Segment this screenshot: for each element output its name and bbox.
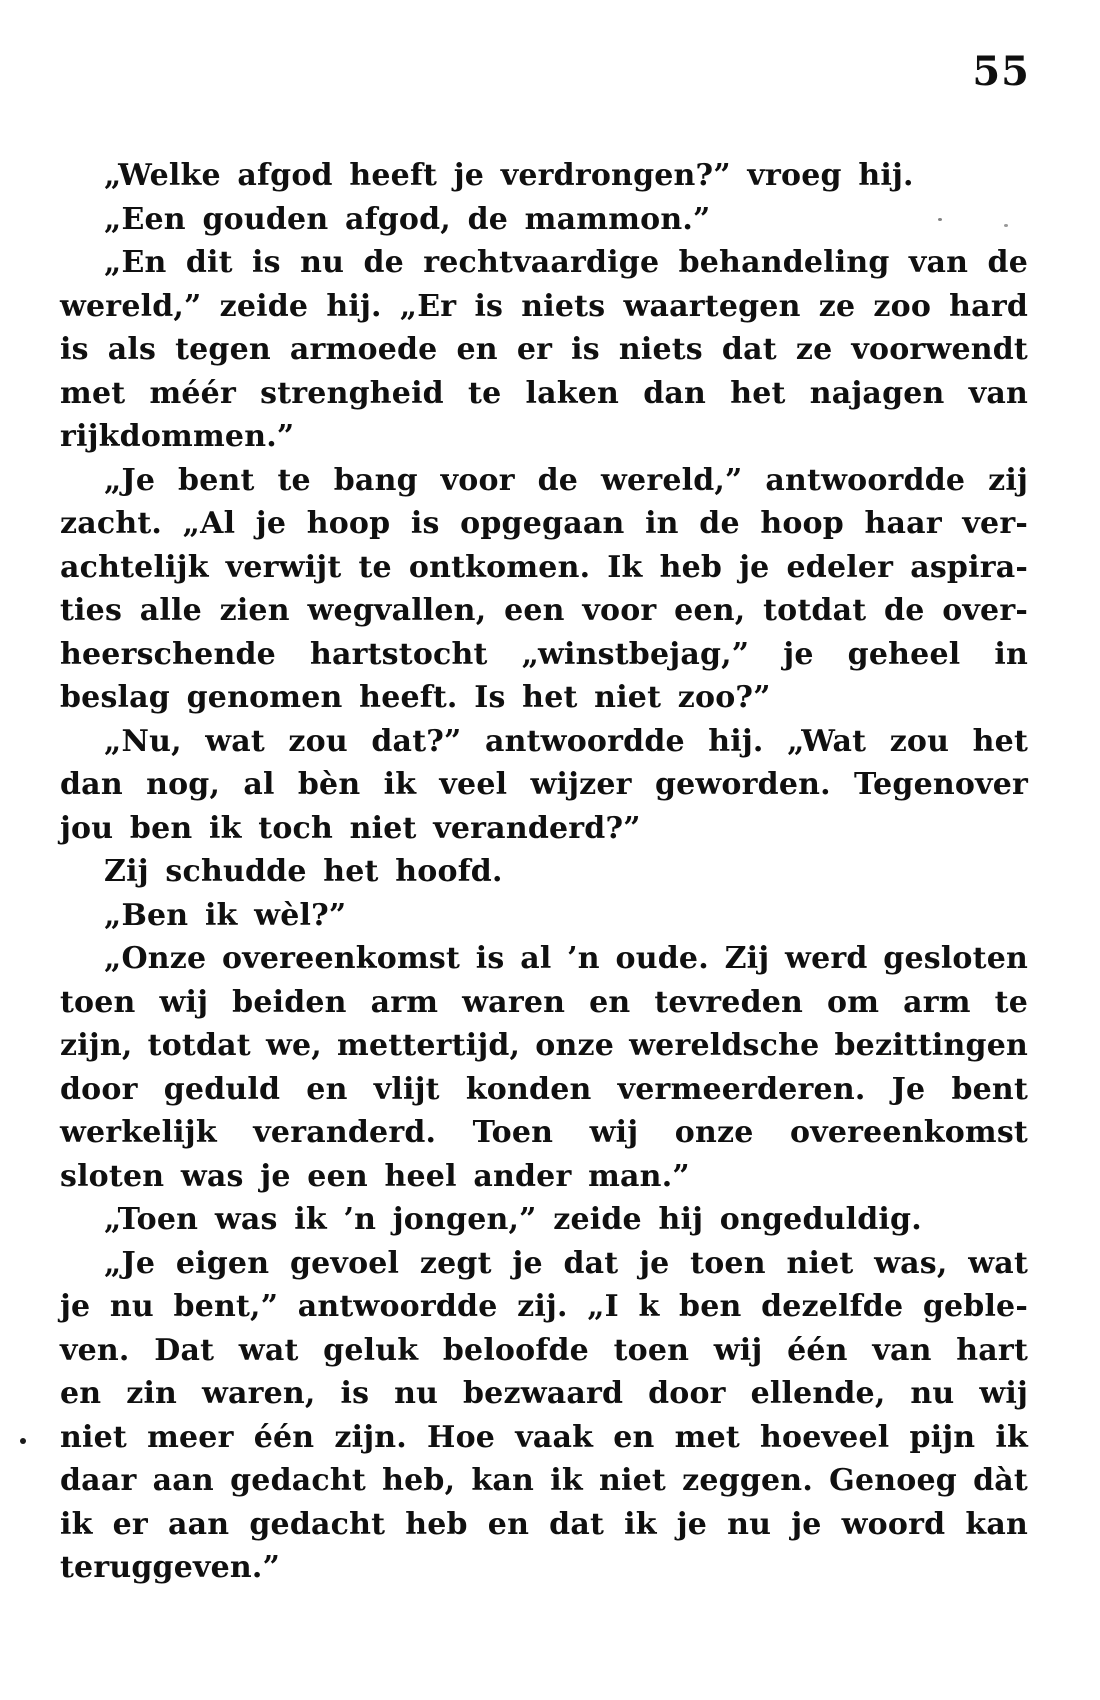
text-line: beslag genomen heeft. Is het niet zoo?” — [60, 680, 771, 715]
text-line: zacht. „Al je hoop is opgegaan in de hoop haar ver- — [60, 506, 1028, 541]
text-line: werkelijk veranderd. Toen wij onze overeenkomst — [60, 1115, 1028, 1150]
text-line: is als tegen armoede en er is niets dat ze voorwendt — [60, 332, 1028, 367]
text-block — [60, 154, 1028, 1590]
text-line: daar aan gedacht heb, kan ik niet zeggen. Genoeg dàt — [60, 1463, 1028, 1498]
text-line: „Toen was ik ’n jongen,” zeide hij ongeduldig. — [104, 1202, 922, 1237]
text-line: dan nog, al bèn ik veel wijzer geworden. Tegenover — [60, 767, 1028, 802]
text-line: door geduld en vlijt konden vermeerderen. Je bent — [60, 1071, 1028, 1107]
text-line: met méér strengheid te laken dan het najagen van — [60, 375, 1028, 411]
text-line: je nu bent,” antwoordde zij. „I k ben dezelfde geble- — [60, 1289, 1028, 1324]
text-line: „Onze overeenkomst is al ’n oude. Zij werd gesloten — [104, 941, 1028, 976]
text-line: ik er aan gedacht heb en dat ik je nu je woord kan — [60, 1506, 1028, 1542]
text-line: ties alle zien wegvallen, een voor een, totdat de over- — [60, 593, 1028, 628]
ink-speck — [1004, 224, 1008, 227]
text-line: „Welke afgod heeft je verdrongen?” vroeg hij. — [104, 158, 914, 193]
ink-speck — [938, 218, 942, 221]
text-line: „En dit is nu de rechtvaardige behandeling van de — [104, 245, 1028, 280]
page-number: 55 — [972, 48, 1030, 95]
text-line: teruggeven.” — [60, 1550, 281, 1585]
text-line: „Ben ik wèl?” — [104, 897, 347, 933]
text-line: Zij schudde het hoofd. — [104, 854, 503, 889]
text-line: en zin waren, is nu bezwaard door ellende, nu wij — [60, 1376, 1028, 1411]
text-line: rijkdommen.” — [60, 419, 295, 454]
text-line: heerschende hartstocht „winstbejag,” je geheel in — [60, 636, 1028, 672]
text-line: ven. Dat wat geluk beloofde toen wij één van hart — [60, 1332, 1028, 1368]
ink-speck — [20, 1438, 26, 1444]
text-line: jou ben ik toch niet veranderd?” — [60, 810, 641, 846]
text-line: achtelijk verwijt te ontkomen. Ik heb je edeler aspira- — [60, 549, 1028, 585]
text-line: „Nu, wat zou dat?” antwoordde hij. „Wat zou het — [104, 723, 1028, 759]
text-line: zijn, totdat we, mettertijd, onze wereldsche bezittingen — [60, 1028, 1028, 1063]
text-line: sloten was je een heel ander man.” — [60, 1158, 690, 1194]
text-line: wereld,” zeide hij. „Er is niets waartegen ze zoo hard — [60, 288, 1028, 324]
text-line: niet meer één zijn. Hoe vaak en met hoeveel pijn ik — [60, 1419, 1028, 1455]
text-line: toen wij beiden arm waren en tevreden om arm te — [60, 984, 1028, 1020]
text-line: „Een gouden afgod, de mammon.” — [104, 201, 711, 237]
text-line: „Je bent te bang voor de wereld,” antwoordde zij — [104, 462, 1028, 498]
text-line: „Je eigen gevoel zegt je dat je toen niet was, wat — [104, 1245, 1028, 1281]
